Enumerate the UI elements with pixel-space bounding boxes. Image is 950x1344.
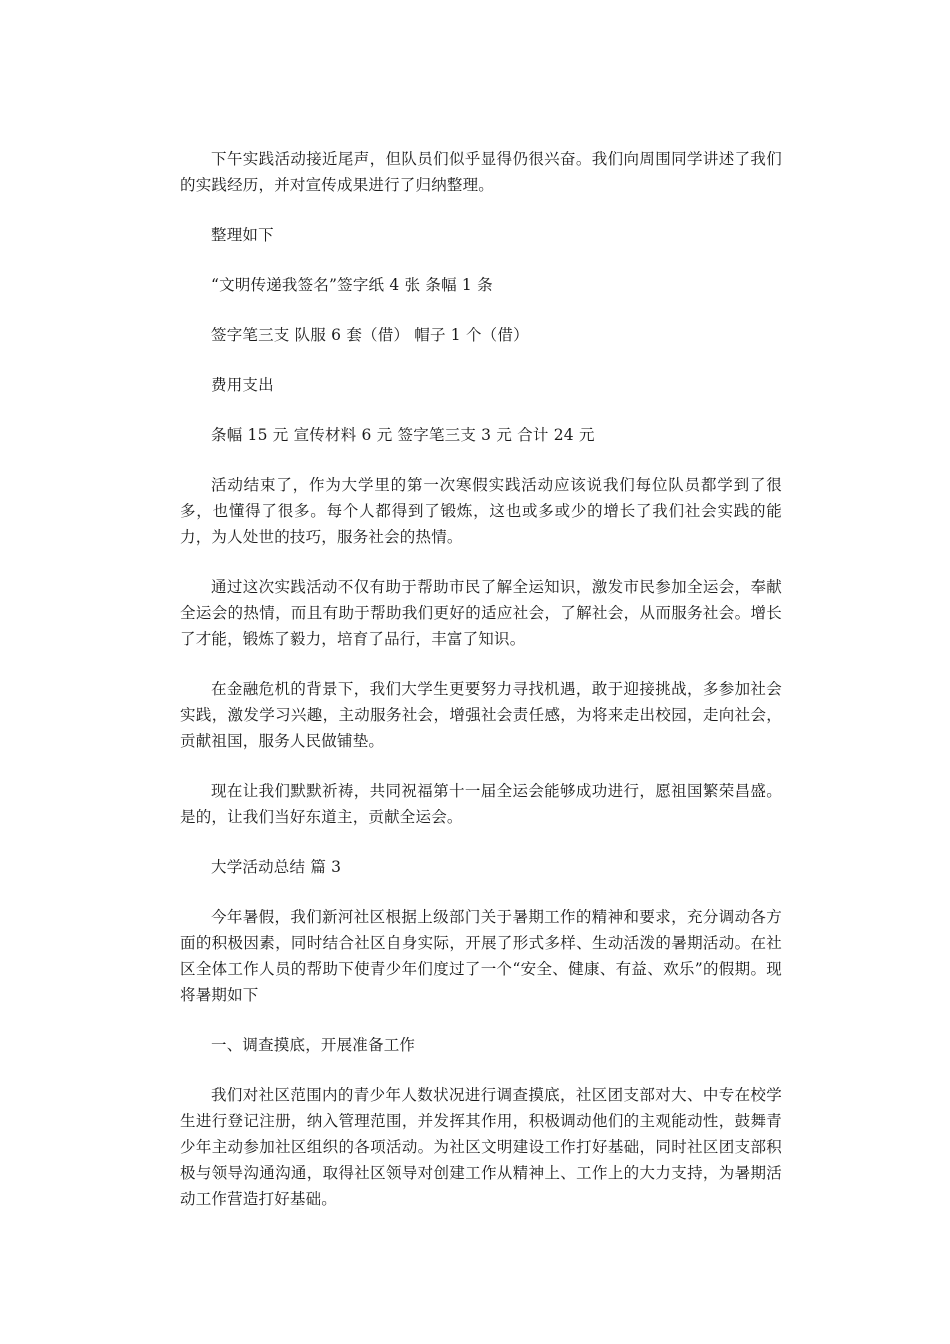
paragraph-activity-ending: 下午实践活动接近尾声，但队员们似乎显得仍很兴奋。我们向周围同学讲述了我们的实践经历，并对宣传成果进行了归纳整理。 xyxy=(180,150,782,194)
paragraph-expenses-heading: 费用支出 xyxy=(211,376,274,394)
paragraph-blessing: 现在让我们默默祈祷，共同祝福第十一届全运会能够成功进行，愿祖国繁荣昌盛。是的，让我们当好东道主，贡献全运会。 xyxy=(180,782,782,826)
paragraph-survey-details: 我们对社区范围内的青少年人数状况进行调查摸底，社区团支部对大、中专在校学生进行登记注册，纳入管理范围，并发挥其作用，积极调动他们的主观能动性，鼓舞青少年主动参加社区组织的各项活动。为社区文明建设工作打好基础，同时社区团支部积极与领导沟通沟通，取得社区领导对创建工作从精神上、工作上的大力支持，为暑期活动工作营造打好基础。 xyxy=(180,1086,782,1208)
paragraph-summary-heading: 整理如下 xyxy=(211,226,274,244)
paragraph-practice-benefits: 通过这次实践活动不仅有助于帮助市民了解全运知识，激发市民参加全运会，奉献全运会的热情，而且有助于帮助我们更好的适应社会，了解社会，从而服务社会。增长了才能，锻炼了毅力，培育了品行，丰富了知识。 xyxy=(180,578,782,648)
paragraph-activity-over: 活动结束了，作为大学里的第一次寒假实践活动应该说我们每位队员都学到了很多，也懂得了很多。每个人都得到了锻炼，这也或多或少的增长了我们社会实践的能力，为人处世的技巧，服务社会的热情。 xyxy=(180,476,782,546)
paragraph-financial-crisis: 在金融危机的背景下，我们大学生更要努力寻找机遇，敢于迎接挑战，多参加社会实践，激发学习兴趣，主动服务社会，增强社会责任感，为将来走出校园，走向社会，贡献祖国，服务人民做铺垫。 xyxy=(180,680,782,750)
paragraph-summer-intro: 今年暑假，我们新河社区根据上级部门关于暑期工作的精神和要求，充分调动各方面的积极因素，同时结合社区自身实际，开展了形式多样、生动活泼的暑期活动。在社区全体工作人员的帮助下使青少年们度过了一个“安全、健康、有益、欢乐”的假期。现将暑期如下 xyxy=(180,908,782,1004)
paragraph-items-pens-uniforms: 签字笔三支 队服 6 套（借） 帽子 1 个（借） xyxy=(211,326,529,344)
document-body xyxy=(180,146,782,1236)
section-heading-survey: 一、调查摸底，开展准备工作 xyxy=(211,1036,416,1054)
paragraph-items-signing-paper: “文明传递我签名”签字纸 4 张 条幅 1 条 xyxy=(211,276,493,294)
section-title-part-3: 大学活动总结 篇 3 xyxy=(211,858,342,876)
paragraph-expenses-list: 条幅 15 元 宣传材料 6 元 签字笔三支 3 元 合计 24 元 xyxy=(211,426,595,444)
